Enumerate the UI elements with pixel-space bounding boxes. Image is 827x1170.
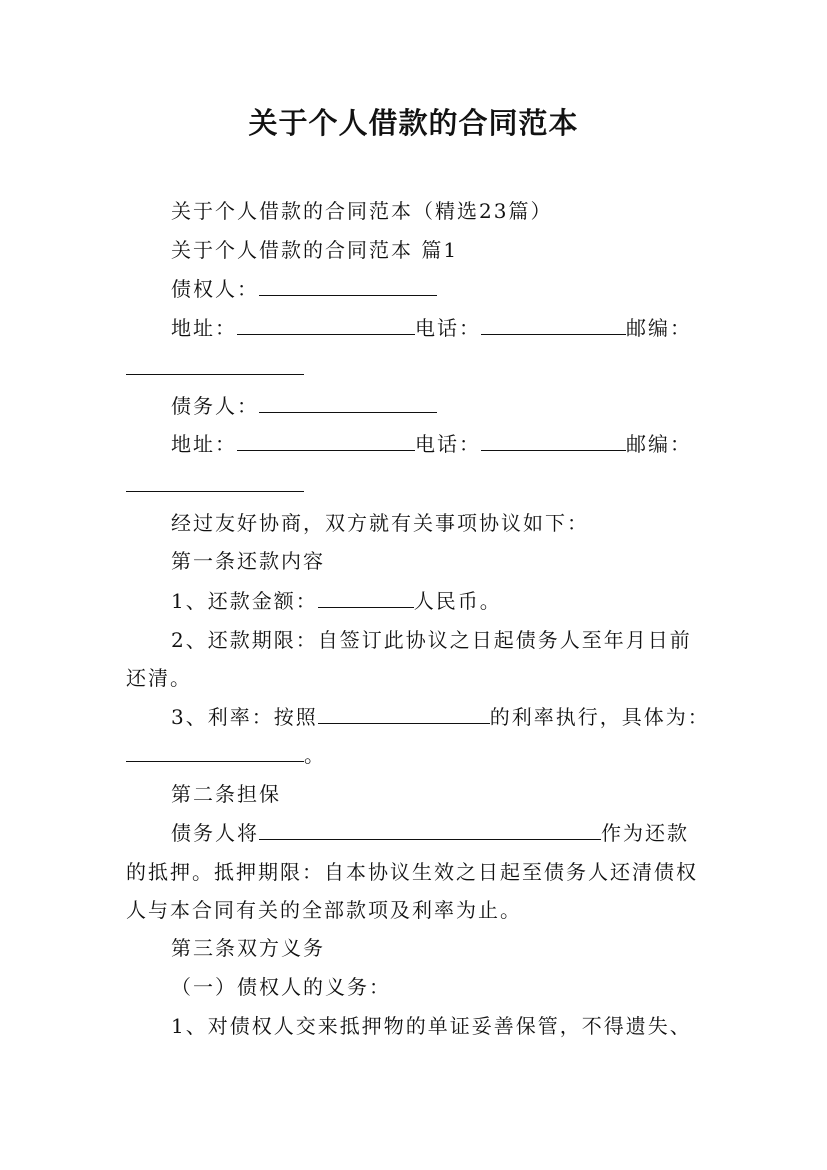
section-heading: 关于个人借款的合同范本 篇1 bbox=[171, 238, 459, 262]
debtor-address-line bbox=[171, 429, 692, 459]
phone-blank bbox=[481, 314, 626, 335]
sub-heading: （一）债权人的义务： bbox=[171, 975, 391, 999]
article-heading: 第一条还款内容 bbox=[171, 549, 325, 573]
address-label: 地址： bbox=[171, 316, 237, 340]
clause-text: 人民币。 bbox=[413, 589, 502, 613]
address-blank bbox=[237, 314, 415, 335]
zip-blank bbox=[126, 471, 304, 492]
debtor-label: 债务人： bbox=[171, 394, 259, 418]
article-heading: 第二条担保 bbox=[171, 782, 281, 806]
subtitle-line: 关于个人借款的合同范本（精选23篇） bbox=[171, 199, 553, 223]
creditor-line bbox=[171, 274, 437, 304]
debtor-line bbox=[171, 391, 437, 421]
creditor-blank bbox=[259, 275, 437, 296]
amount-blank bbox=[318, 587, 414, 608]
clause-text: 作为还款 bbox=[601, 821, 689, 845]
creditor-address-line bbox=[171, 313, 692, 343]
document-title: 关于个人借款的合同范本 bbox=[248, 106, 579, 140]
address-blank bbox=[237, 430, 415, 451]
creditor-label: 债权人： bbox=[171, 277, 259, 301]
paragraph: 经过友好协商，双方就有关事项协议如下： bbox=[171, 511, 589, 535]
clause-item: 2、还款期限：自签订此协议之日起债务人至年月日前 bbox=[171, 628, 692, 652]
zip-label: 邮编： bbox=[626, 432, 692, 456]
phone-label: 电话： bbox=[415, 432, 481, 456]
clause-text: 1、还款金额： bbox=[171, 589, 318, 613]
clause-continuation: 人与本合同有关的全部款项及利率为止。 bbox=[126, 898, 522, 922]
clause-text: 的利率执行，具体为： bbox=[489, 705, 710, 729]
clause-continuation: 的抵押。抵押期限：自本协议生效之日起至债务人还清债权 bbox=[126, 860, 698, 884]
address-label: 地址： bbox=[171, 432, 237, 456]
clause-item: 1、对债权人交来抵押物的单证妥善保管，不得遗失、 bbox=[171, 1014, 692, 1038]
phone-blank bbox=[481, 430, 626, 451]
article-heading: 第三条双方义务 bbox=[171, 936, 325, 960]
rate-detail-blank bbox=[126, 741, 304, 762]
rate-blank bbox=[318, 703, 490, 724]
debtor-blank bbox=[259, 392, 437, 413]
zip-blank bbox=[126, 354, 304, 375]
clause-text: 债务人将 bbox=[171, 821, 259, 845]
zip-label: 邮编： bbox=[626, 316, 692, 340]
clause-text: 。 bbox=[304, 743, 326, 767]
collateral-blank bbox=[259, 819, 601, 840]
clause-item bbox=[171, 586, 502, 616]
clause-text: 3、利率：按照 bbox=[171, 705, 318, 729]
debtor-zip-line bbox=[126, 470, 304, 500]
clause-item bbox=[171, 702, 710, 732]
creditor-zip-line bbox=[126, 353, 304, 383]
clause-continuation bbox=[126, 740, 326, 770]
clause-item bbox=[171, 818, 689, 848]
phone-label: 电话： bbox=[415, 316, 481, 340]
clause-continuation: 还清。 bbox=[126, 666, 192, 690]
